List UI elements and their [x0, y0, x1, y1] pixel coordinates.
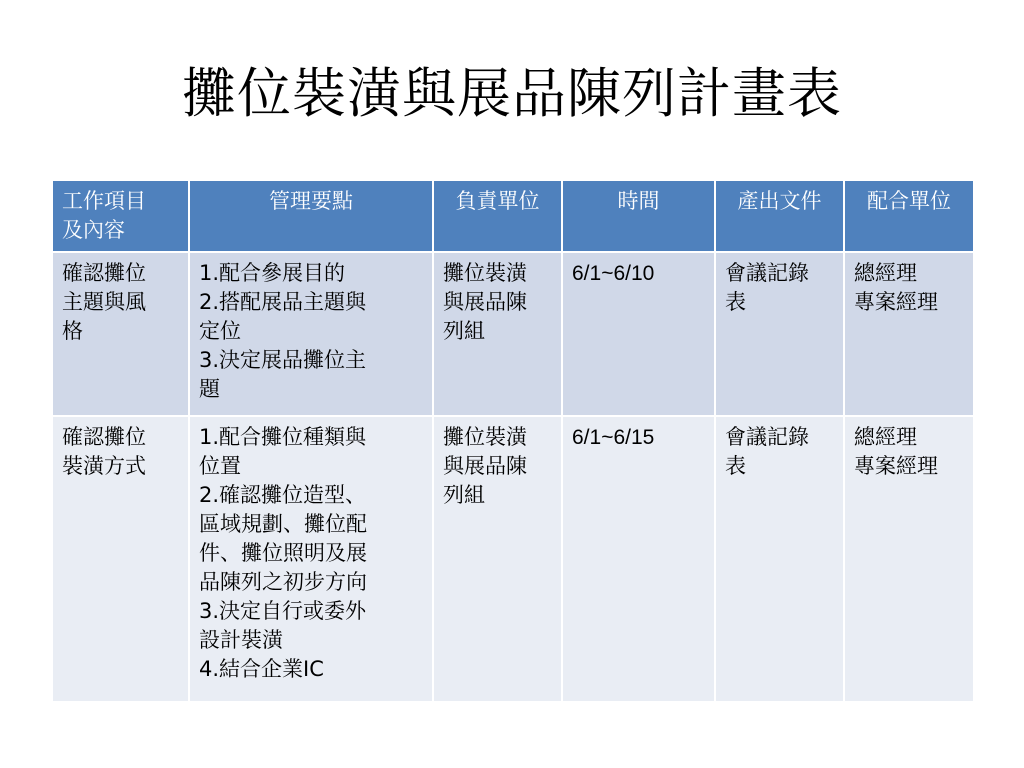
cell-owner	[433, 416, 562, 702]
header-output	[715, 180, 844, 252]
slide-title: 攤位裝潢與展品陳列計畫表	[182, 62, 842, 125]
header-partner-label: 配合單位	[867, 189, 951, 213]
cell-line: 確認攤位	[62, 425, 146, 449]
cell-output	[715, 416, 844, 702]
cell-line: 位置	[199, 454, 241, 478]
cell-line: 確認攤位	[62, 261, 146, 285]
cell-line: 2.確認攤位造型、	[199, 483, 367, 507]
header-output-label: 產出文件	[737, 189, 822, 213]
cell-points	[189, 416, 433, 702]
cell-line: 表	[725, 290, 746, 314]
cell-item	[52, 252, 189, 416]
header-item-line-2: 及內容	[62, 218, 125, 242]
header-partner	[844, 180, 974, 252]
table-row	[52, 416, 974, 702]
cell-line: 3.決定展品攤位主	[199, 348, 367, 372]
cell-line: 會議記錄	[725, 425, 809, 449]
cell-line: 6/1~6/10	[572, 262, 655, 285]
header-time-label: 時間	[617, 189, 660, 213]
cell-line: 題	[199, 377, 220, 401]
cell-line: 主題與風	[62, 290, 146, 314]
cell-line: 6/1~6/15	[572, 426, 655, 449]
header-item	[52, 180, 189, 252]
cell-line: 3.決定自行或委外	[199, 599, 367, 623]
cell-line: 會議記錄	[725, 261, 809, 285]
header-owner-label: 負責單位	[455, 189, 540, 213]
cell-item	[52, 416, 189, 702]
table-header-row	[52, 180, 974, 252]
cell-line: 專案經理	[854, 290, 938, 314]
cell-partner	[844, 416, 974, 702]
cell-line: 格	[62, 319, 83, 343]
cell-line: 品陳列之初步方向	[199, 570, 367, 594]
cell-line: 4.結合企業IC	[199, 657, 324, 681]
cell-line: 總經理	[854, 261, 917, 285]
header-points	[189, 180, 433, 252]
cell-line: 與展品陳	[443, 454, 527, 478]
cell-line: 1.配合攤位種類與	[199, 425, 367, 449]
cell-partner	[844, 252, 974, 416]
cell-line: 總經理	[854, 425, 917, 449]
header-owner	[433, 180, 562, 252]
cell-output	[715, 252, 844, 416]
cell-line: 攤位裝潢	[443, 261, 527, 285]
cell-line: 2.搭配展品主題與	[199, 290, 367, 314]
cell-line: 定位	[199, 319, 241, 343]
cell-line: 設計裝潢	[199, 628, 283, 652]
cell-line: 列組	[443, 319, 485, 343]
table-row	[52, 252, 974, 416]
header-item-line-1: 工作項目	[62, 189, 146, 213]
cell-line: 表	[725, 454, 746, 478]
cell-line: 攤位裝潢	[443, 425, 527, 449]
cell-time	[562, 416, 715, 702]
plan-table	[51, 179, 975, 703]
cell-line: 專案經理	[854, 454, 938, 478]
header-time	[562, 180, 715, 252]
cell-points	[189, 252, 433, 416]
cell-line: 件、攤位照明及展	[199, 541, 367, 565]
cell-line: 區域規劃、攤位配	[199, 512, 367, 536]
cell-line: 與展品陳	[443, 290, 527, 314]
cell-line: 裝潢方式	[62, 454, 146, 478]
cell-time	[562, 252, 715, 416]
cell-line: 列組	[443, 483, 485, 507]
cell-owner	[433, 252, 562, 416]
header-points-label: 管理要點	[269, 189, 353, 213]
cell-line: 1.配合參展目的	[199, 261, 346, 285]
